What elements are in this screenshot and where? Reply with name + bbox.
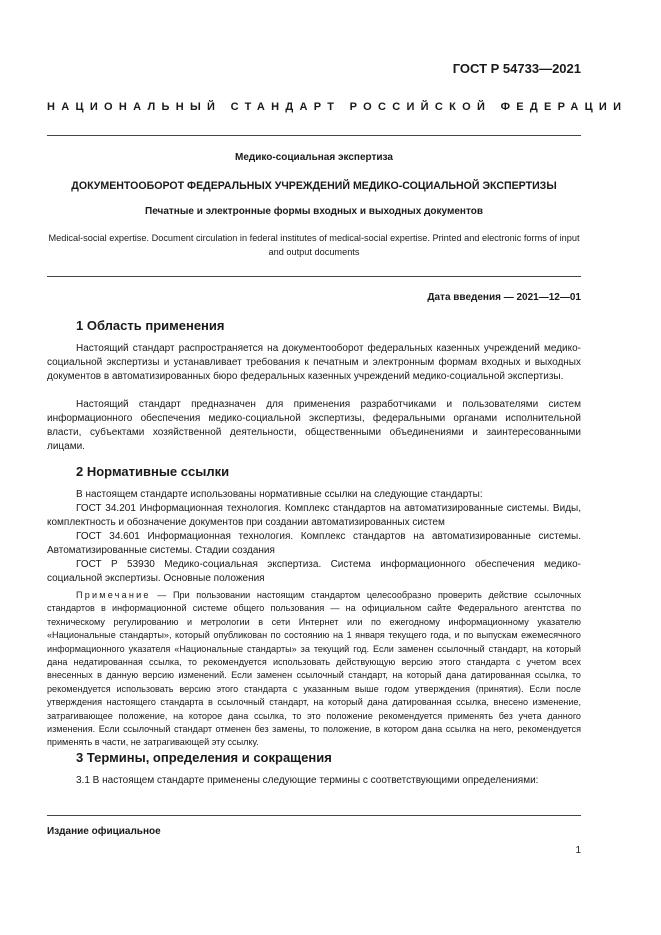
national-standard-banner: НАЦИОНАЛЬНЫЙ СТАНДАРТ РОССИЙСКОЙ ФЕДЕРАЦИИ: [47, 101, 628, 113]
section-2-heading: 2 Нормативные ссылки: [76, 464, 230, 479]
title-english: Medical-social expertise. Document circulation in federal institutes of medical-social expertise. Printed and electronic forms of input and output documents: [48, 233, 580, 257]
title-divider: [47, 276, 581, 277]
note-label: Примечание: [76, 590, 151, 600]
title-main: ДОКУМЕНТООБОРОТ ФЕДЕРАЛЬНЫХ УЧРЕЖДЕНИЙ МЕДИКО-СОЦИАЛЬНОЙ ЭКСПЕРТИЗЫ: [71, 180, 557, 192]
reference-gost-34-601: ГОСТ 34.601 Информационная технология. Комплекс стандартов на автоматизированные системы. Автоматизированные системы. Стадии создания: [47, 531, 581, 556]
note-block: [47, 589, 581, 750]
official-edition-label: Издание официальное: [47, 826, 161, 837]
title-subject: Медико-социальная экспертиза: [235, 152, 393, 163]
section-1-heading: 1 Область применения: [76, 318, 225, 333]
introduction-date: Дата введения — 2021—12—01: [427, 292, 581, 303]
section-2-intro: В настоящем стандарте использованы нормативные ссылки на следующие стандарты:: [76, 489, 483, 500]
title-subtitle: Печатные и электронные формы входных и выходных документов: [145, 206, 483, 217]
page-number: 1: [575, 845, 581, 856]
section-3-paragraph-1: 3.1 В настоящем стандарте применены следующие термины с соответствующими определениями:: [76, 775, 539, 786]
section-1-paragraph-2: Настоящий стандарт предназначен для применения разработчиками и пользователями систем информационного обеспечения медико-социальной экспертизы, федеральными органами исполнительной власти, субъектами хозяйственной деятельности, общественными объединениями и заинтересованными лицами.: [47, 399, 581, 452]
reference-gost-34-201: ГОСТ 34.201 Информационная технология. Комплекс стандартов на автоматизированные системы. Виды, комплектность и обозначение документов при создании автоматизированных систем: [47, 503, 581, 528]
header-divider: [47, 135, 581, 136]
section-1-paragraph-1: Настоящий стандарт распространяется на документооборот федеральных казенных учреждений медико-социальной экспертизы и устанавливает требования к печатным и электронным формам входных и выходных документов в автоматизированных бюро федеральных казенных учреждений медико-социальной экспертизы.: [47, 343, 581, 382]
footer-divider: [47, 815, 581, 816]
section-3-heading: 3 Термины, определения и сокращения: [76, 750, 332, 765]
reference-gost-r-53930: ГОСТ Р 53930 Медико-социальная экспертиза. Система информационного обеспечения медико-социальной экспертизы. Основные положения: [47, 559, 581, 584]
gost-number: ГОСТ Р 54733—2021: [452, 61, 581, 76]
note-text: — При пользовании настоящим стандартом целесообразно проверить действие ссылочных стандартов в информационной системе общего пользования — на официальном сайте Федерального агентства по техническому регулированию и метрологии в сети Интернет или по ежегодному информационному указателю «Национальные стандарты», который опубликован по состоянию на 1 января текущего года, и по выпускам ежемесячного информационного указателя «Национальные стандарты» за текущий год. Если заменен ссылочный стандарт, на который дана недатированная ссылка, то рекомендуется использовать действующую версию этого стандарта с учетом всех внесенных в данную версию изменений. Если заменен ссылочный стандарт, на который дана датированная ссылка, то рекомендуется использовать версию этого стандарта с указанным выше годом утверждения (принятия). Если после утверждения настоящего стандарта в ссылочный стандарт, на который дана датированная ссылка, внесено изменение, затрагивающее положение, на которое дана ссылка, то это положение рекомендуется применять без учета данного изменения. Если ссылочный стандарт отменен без замены, то положение, в котором дана ссылка на него, рекомендуется применять в части, не затрагивающей эту ссылку.: [47, 590, 581, 748]
